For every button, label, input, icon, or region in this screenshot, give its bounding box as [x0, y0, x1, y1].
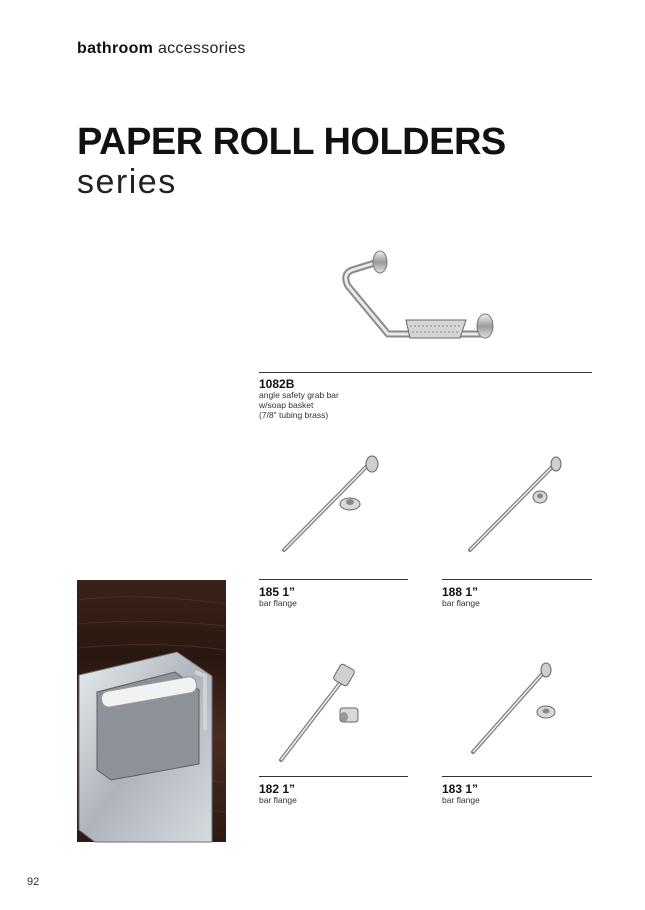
section-header-bold: bathroom — [77, 40, 154, 57]
page-subtitle: series — [77, 163, 177, 201]
product-image-185 — [280, 455, 390, 555]
section-header-light: accessories — [157, 40, 246, 57]
divider-183 — [442, 776, 592, 777]
product-image-1082b — [330, 240, 510, 350]
product-image-182 — [278, 660, 388, 765]
divider-185 — [259, 579, 408, 580]
product-desc-188: bar flange — [442, 598, 480, 608]
product-image-183 — [470, 660, 580, 760]
product-code-182: 182 1” — [259, 782, 296, 796]
product-desc-185: bar flange — [259, 598, 297, 608]
divider-188 — [442, 579, 592, 580]
product-desc-1082b-3: (7/8" tubing brass) — [259, 410, 329, 420]
product-code-185: 185 1” — [259, 585, 296, 599]
product-code-188: 188 1” — [442, 585, 479, 599]
section-header — [77, 40, 246, 58]
divider-1082b — [259, 372, 592, 373]
product-code-1082b: 1082B — [259, 377, 295, 391]
product-desc-1082b-2: w/soap basket — [259, 400, 314, 410]
page-number: 92 — [27, 876, 40, 888]
product-desc-1082b-1: angle safety grab bar — [259, 390, 339, 400]
page-title: PAPER ROLL HOLDERS — [77, 121, 506, 163]
divider-182 — [259, 776, 408, 777]
product-code-183: 183 1” — [442, 782, 479, 796]
product-desc-182: bar flange — [259, 795, 297, 805]
product-image-188 — [466, 455, 576, 555]
product-desc-183: bar flange — [442, 795, 480, 805]
product-photo-recessed-holder — [77, 580, 226, 842]
